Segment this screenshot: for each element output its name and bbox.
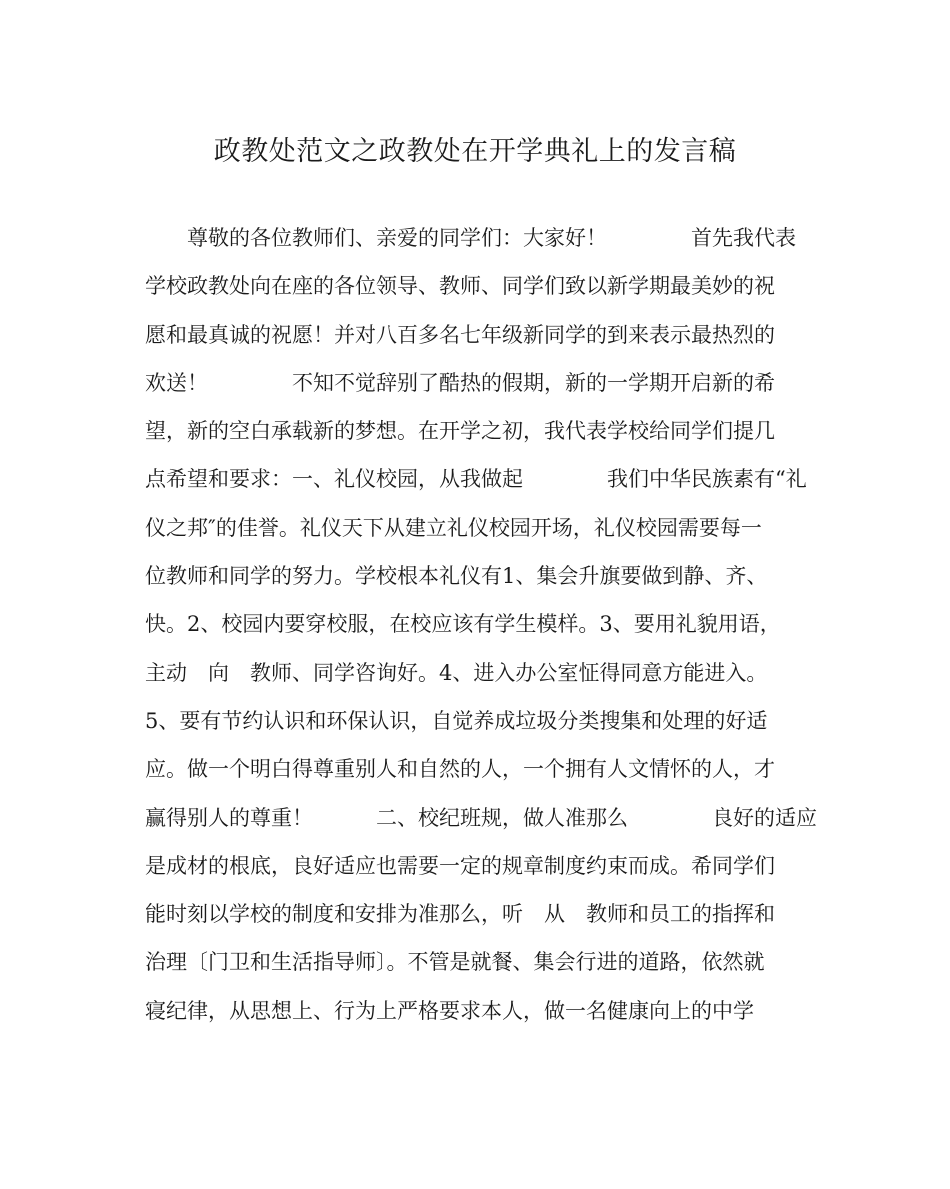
body-line: 寝纪律，从思想上、行为上严格要求本人，做一名健康向上的中学: [145, 998, 754, 1023]
body-line: 点希望和要求：一、礼仪校园，从我做起 我们中华民族素有“礼: [145, 467, 807, 492]
body-line: 快。2、校园内要穿校服，在校应该有学生模样。3、要用礼貌用语，: [145, 612, 781, 637]
body-line: 学校政教处向在座的各位领导、教师、同学们致以新学期最美妙的祝: [145, 274, 775, 299]
body-line: 尊敬的各位教师们、亲爱的同学们：大家好！ 首先我代表: [145, 226, 796, 250]
document-title: 政教处范文之政教处在开学典礼上的发言稿: [213, 136, 737, 167]
body-line: 欢送！ 不知不觉辞别了酷热的假期，新的一学期开启新的希: [145, 370, 775, 395]
body-line: 应。做一个明白得尊重别人和自然的人，一个拥有人文情怀的人，才: [145, 757, 775, 782]
body-line: 仪之邦″的佳誉。礼仪天下从建立礼仪校园开场，礼仪校园需要每一: [145, 515, 762, 540]
body-line: 治理〔门卫和生活指导师〕。不管是就餐、集会行进的道路，依然就: [145, 950, 765, 975]
body-line: 位教师和同学的努力。学校根本礼仪有1、集会升旗要做到静、齐、: [145, 564, 768, 589]
body-line: 赢得别人的尊重！ 二、校纪班规，做人准那么 良好的适应: [145, 805, 817, 830]
body-line: 能时刻以学校的制度和安排为准那么，听 从 教师和员工的指挥和: [145, 902, 775, 927]
body-line: 是成材的根底，良好适应也需要一定的规章制度约束而成。希同学们: [145, 853, 775, 878]
body-line: 主动 向 教师、同学咨询好。4、进入办公室怔得同意方能进入。: [145, 660, 768, 685]
body-line: 5、要有节约认识和环保认识，自觉养成垃圾分类搜集和处理的好适: [145, 708, 768, 733]
document-body: [145, 218, 815, 1039]
body-line: 愿和最真诚的祝愿！并对八百多名七年级新同学的到来表示最热烈的: [145, 322, 775, 347]
body-line: 望，新的空白承载新的梦想。在开学之初，我代表学校给同学们提几: [145, 419, 775, 444]
